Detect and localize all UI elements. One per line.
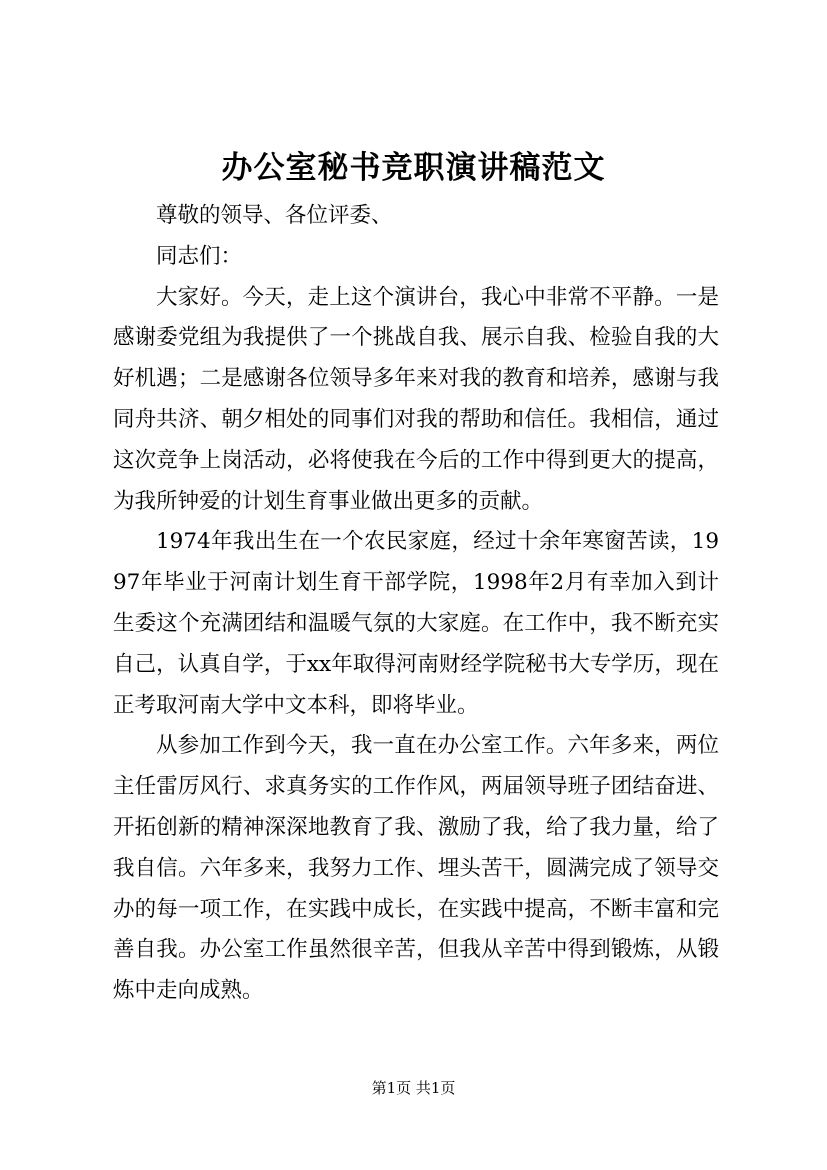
body-paragraph: 从参加工作到今天，我一直在办公室工作。六年多来，两位主任雷厉风行、求真务实的工作作风，两届领导班子团结奋进、开拓创新的精神深深地教育了我、激励了我，给了我力量，给了我自信。六年多来，我努力工作、埋头苦干，圆满完成了领导交办的每一项工作，在实践中成长，在实践中提高，不断丰富和完善自我。办公室工作虽然很辛苦，但我从辛苦中得到锻炼，从锻炼中走向成熟。	[113, 733, 719, 1004]
body-paragraph: 1974年我出生在一个农民家庭，经过十余年寒窗苦读，1997年毕业于河南计划生育干部学院，1998年2月有幸加入到计生委这个充满团结和温暖气氛的大家庭。在工作中，我不断充实自己，认真自学，于xx年取得河南财经学院秘书大专学历，现在正考取河南大学中文本科，即将毕业。	[113, 529, 719, 718]
body-paragraph: 大家好。今天，走上这个演讲台，我心中非常不平静。一是感谢委党组为我提供了一个挑战自我、展示自我、检验自我的大好机遇；二是感谢各位领导多年来对我的教育和培养，感谢与我同舟共济、朝夕相处的同事们对我的帮助和信任。我相信，通过这次竞争上岗活动，必将使我在今后的工作中得到更大的提高，为我所钟爱的计划生育事业做出更多的贡献。	[113, 284, 719, 514]
salutation-line-2: 同志们：	[156, 243, 243, 269]
page-footer: 第1页 共1页	[371, 1079, 456, 1097]
document-title: 办公室秘书竞职演讲稿范文	[221, 150, 606, 186]
salutation-line-1: 尊敬的领导、各位评委、	[156, 203, 393, 228]
document-body	[113, 196, 719, 1012]
